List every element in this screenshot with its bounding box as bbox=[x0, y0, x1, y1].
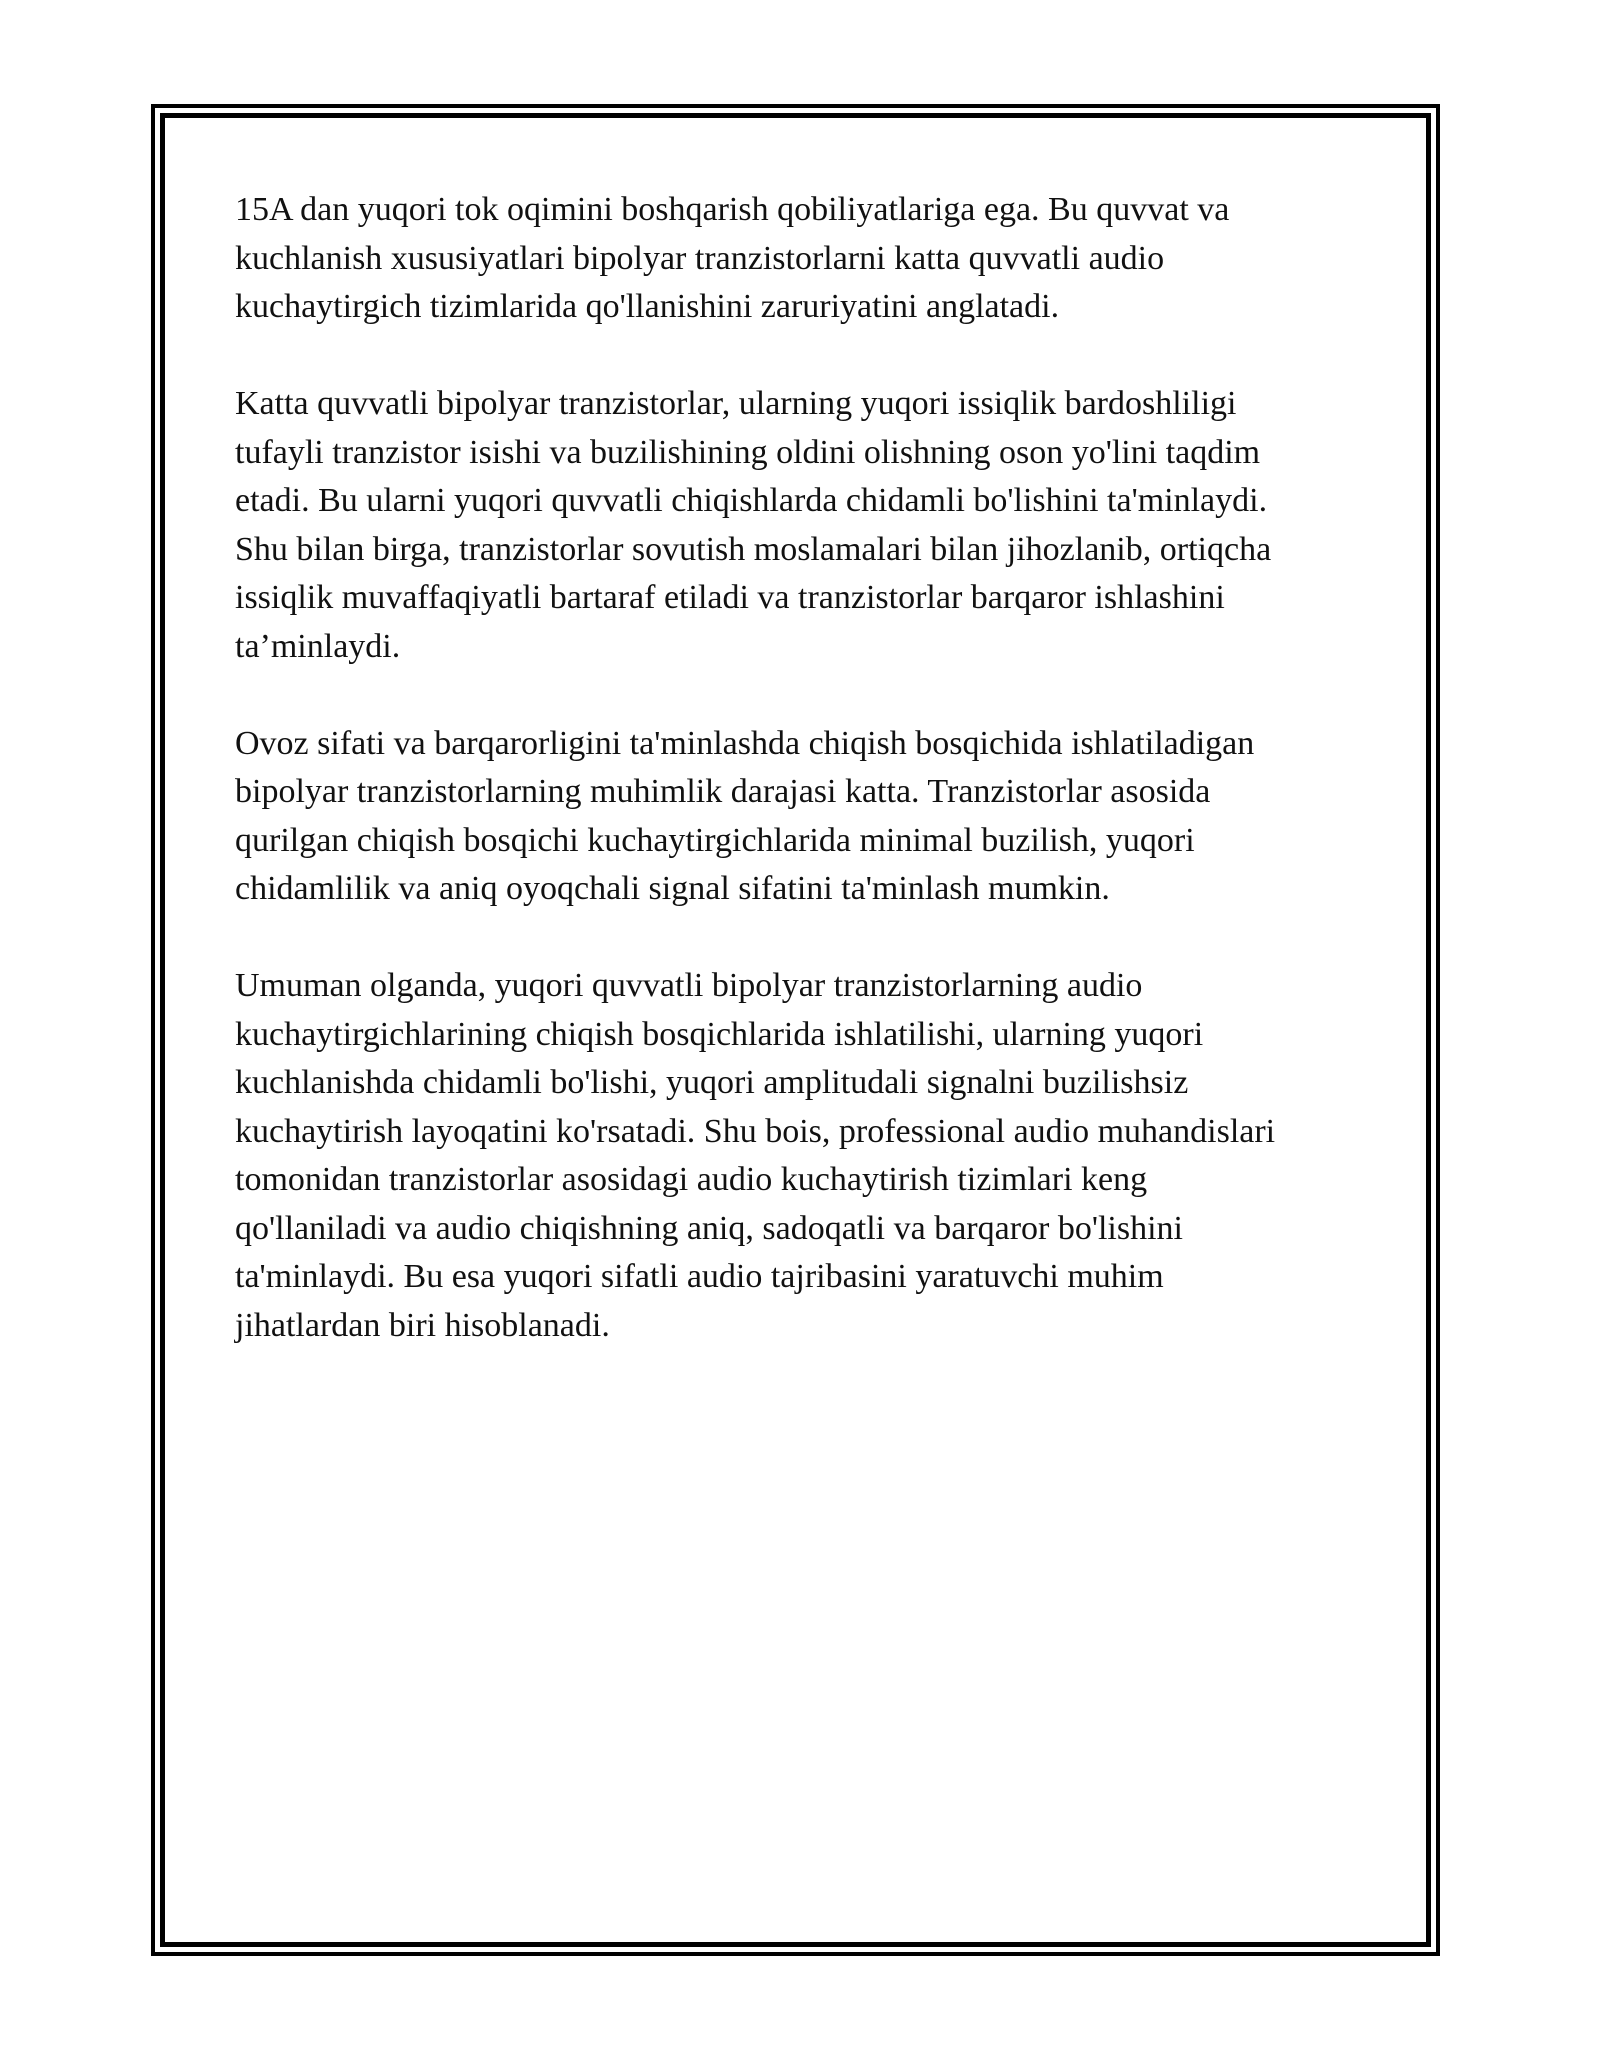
document-body bbox=[235, 186, 1365, 1399]
paragraph: Umuman olganda, yuqori quvvatli bipolyar tranzistorlarning audio kuchaytirgichlarining chiqish bosqichlarida ishlatilishi, ularning yuqori kuchlanishda chidamli bo'lishi, yuqori amplitudali signalni buzilishsiz kuchaytirish layoqatini ko'rsatadi. Shu bois, professional audio muhandislari tomonidan tranzistorlar asosidagi audio kuchaytirish tizimlari keng qo'llaniladi va audio chiqishning aniq, sadoqatli va barqaror bo'lishini ta'minlaydi. Bu esa yuqori sifatli audio tajribasini yaratuvchi muhim jihatlardan biri hisoblanadi. bbox=[235, 967, 1276, 1344]
paragraph: 15A dan yuqori tok oqimini boshqarish qobiliyatlariga ega. Bu quvvat va kuchlanish xususiyatlari bipolyar tranzistorlarni katta quvvatli audio kuchaytirgich tizimlarida qo'llanishini zaruriyatini anglatadi. bbox=[235, 191, 1230, 325]
paragraph: Ovoz sifati va barqarorligini ta'minlashda chiqish bosqichida ishlatiladigan bipolyar tranzistorlarning muhimlik darajasi katta. Tranzistorlar asosida qurilgan chiqish bosqichi kuchaytirgichlarida minimal buzilish, yuqori chidamlilik va aniq oyoqchali signal sifatini ta'minlash mumkin. bbox=[235, 724, 1255, 907]
paragraph: Katta quvvatli bipolyar tranzistorlar, ularning yuqori issiqlik bardoshliligi tufayli tranzistor isishi va buzilishining oldini olishning oson yo'lini taqdim etadi. Bu ularni yuqori quvvatli chiqishlarda chidamli bo'lishini ta'minlaydi. Shu bilan birga, tranzistorlar sovutish moslamalari bilan jihozlanib, ortiqcha issiqlik muvaffaqiyatli bartaraf etiladi va tranzistorlar barqaror ishlashini ta’minlaydi. bbox=[235, 385, 1272, 665]
